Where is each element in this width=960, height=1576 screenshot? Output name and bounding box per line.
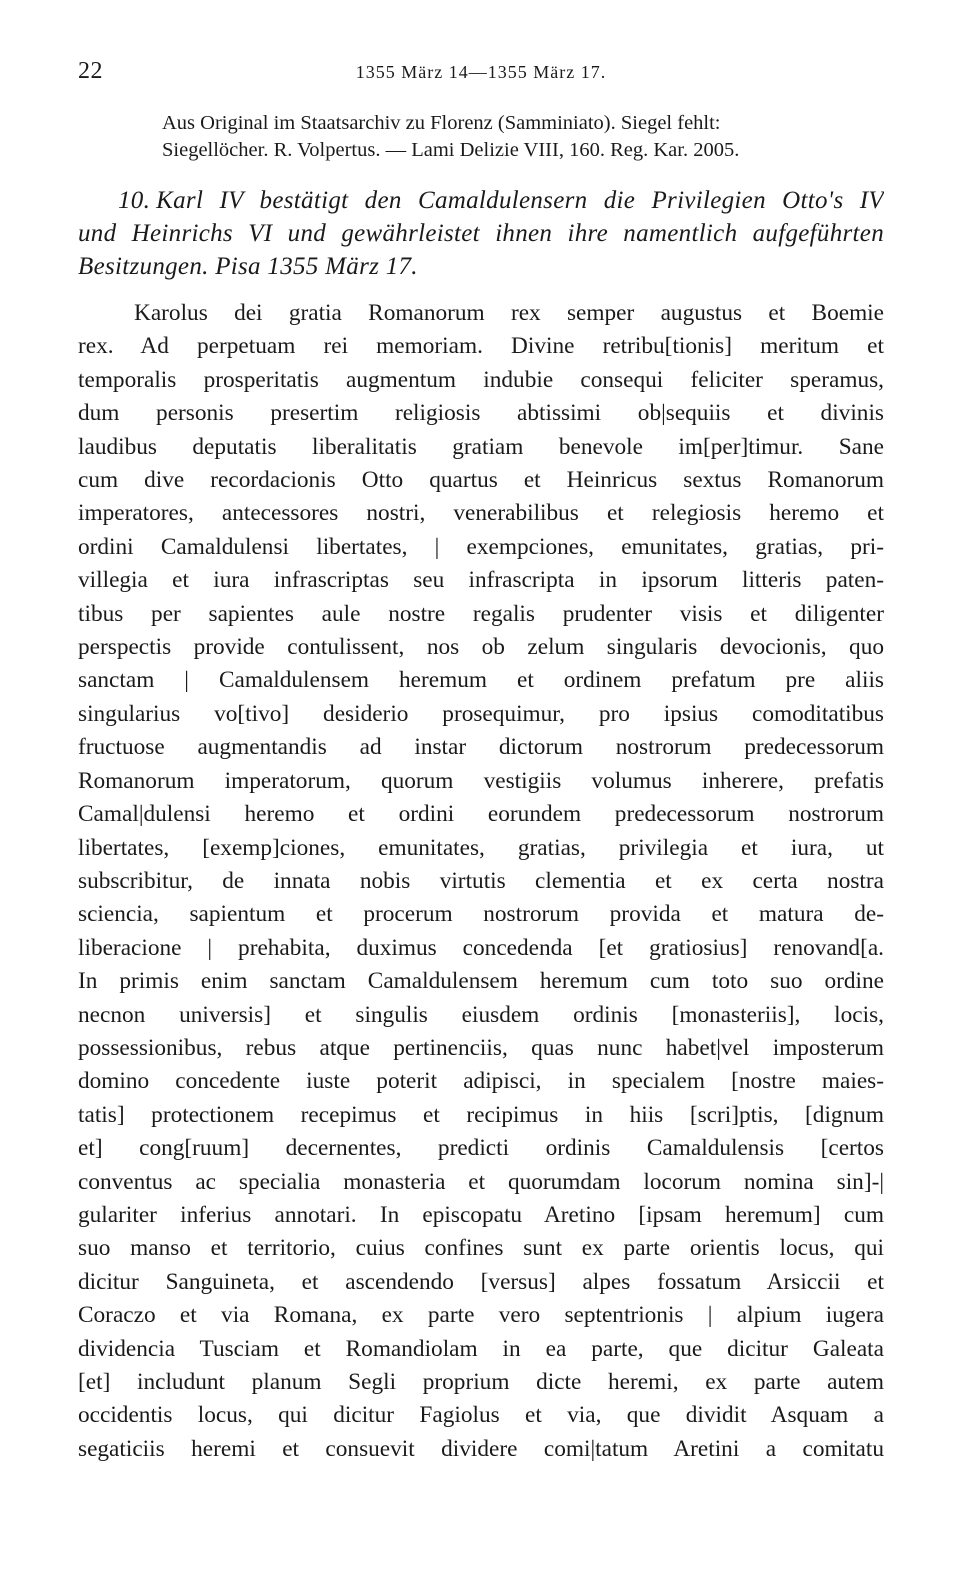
heading-line: Besitzungen. Pisa 1355 März 17. [78,253,418,280]
body-line: possessionibus, rebus atque pertinenciis, quas nunc habet|vel imposterum [78,1034,884,1061]
body-line: singularius vo[tivo] desiderio prosequimur, pro ipsius comoditatibus [78,700,884,727]
body-line: libertates, [exemp]ciones, emunitates, gratias, privilegia et iura, ut [78,834,884,861]
heading-line: und Heinrichs VI und gewährleistet ihnen ihre namentlich aufgeführten [78,220,884,247]
body-line: Romanorum imperatorum, quorum vestigiis volumus inherere, prefatis [78,767,884,794]
document-number: 10. [118,187,151,214]
body-line: rex. Ad perpetuam rei memoriam. Divine retribu[tionis] meritum et [78,333,884,360]
body-line: occidentis locus, qui dicitur Fagiolus et via, que dividit Asquam a [78,1402,884,1429]
page-number: 22 [78,58,103,84]
body-line: domino concedente iuste poterit adipisci, in specialem [nostre maies- [78,1068,884,1095]
body-line: ordini Camaldulensi libertates, | exempciones, emunitates, gratias, pri- [78,533,884,560]
body-line: temporalis prosperitatis augmentum indubie consequi feliciter speramus, [78,366,884,393]
body-line: sanctam | Camaldulensem heremum et ordinem prefatum pre aliis [78,667,884,694]
body-line: dum personis presertim religiosis abtissimi ob|sequiis et divinis [78,400,884,427]
document-body [78,297,884,1466]
body-line: liberacione | prehabita, duximus concedenda [et gratiosius] renovand[a. [78,934,884,961]
body-line: Coraczo et via Romana, ex parte vero septentrionis | alpium iugera [78,1302,884,1329]
source-note [78,110,884,164]
body-line: suo manso et territorio, cuius confines sunt ex parte orientis locus, qui [78,1235,884,1262]
running-head: 1355 März 14—1355 März 17. [355,62,607,82]
body-line: tibus per sapientes aule nostre regalis prudenter visis et diligenter [78,600,884,627]
body-line: laudibus deputatis liberalitatis gratiam benevole im[per]timur. Sane [78,433,884,460]
body-line: fructuose augmentandis ad instar dictorum nostrorum predecessorum [78,734,884,761]
body-line: necnon universis] et singulis eiusdem ordinis [monasteriis], locis, [78,1001,884,1028]
body-line: tatis] protectionem recepimus et recipimus in hiis [scri]ptis, [dignum [78,1101,884,1128]
body-line: villegia et iura infrascriptas seu infrascripta in ipsorum litteris paten- [78,567,884,594]
heading-line: Karl IV bestätigt den Camaldulensern die Privilegien Otto's IV [156,187,884,214]
body-line: Camal|dulensi heremo et ordini eorundem predecessorum nostrorum [78,801,884,828]
body-line: imperatores, antecessores nostri, venerabilibus et relegiosis heremo et [78,500,884,527]
page-header [78,54,884,90]
body-line: Karolus dei gratia Romanorum rex semper augustus et Boemie [134,300,884,326]
body-line: subscribitur, de innata nobis virtutis clementia et ex certa nostra [78,867,884,894]
body-line: sciencia, sapientum et procerum nostrorum provida et matura de- [78,901,884,928]
body-line: dividencia Tusciam et Romandiolam in ea parte, que dicitur Galeata [78,1335,884,1362]
document-heading [78,184,884,283]
body-line: cum dive recordacionis Otto quartus et Heinricus sextus Romanorum [78,467,884,494]
body-line: dicitur Sanguineta, et ascendendo [versus] alpes fossatum Arsiccii et [78,1268,884,1295]
body-line: gulariter inferius annotari. In episcopatu Aretino [ipsam heremum] cum [78,1201,884,1228]
body-line: perspectis provide contulissent, nos ob zelum singularis devocionis, quo [78,634,884,661]
source-note-line: Aus Original im Staatsarchiv zu Florenz (Samminiato). Siegel fehlt: [162,112,721,134]
source-note-line: Siegellöcher. R. Volpertus. — Lami Delizie VIII, 160. Reg. Kar. 2005. [162,139,740,161]
body-line: segaticiis heremi et consuevit dividere comi|tatum Aretini a comitatu [78,1435,884,1462]
body-line: In primis enim sanctam Camaldulensem heremum cum toto suo ordine [78,968,884,995]
body-line: [et] includunt planum Segli proprium dicte heremi, ex parte autem [78,1369,884,1395]
body-line: et] cong[ruum] decernentes, predicti ordinis Camaldulensis [certos [78,1135,884,1162]
document-page [78,54,884,1466]
body-line: conventus ac specialia monasteria et quorumdam locorum nomina sin]-| [78,1168,884,1195]
